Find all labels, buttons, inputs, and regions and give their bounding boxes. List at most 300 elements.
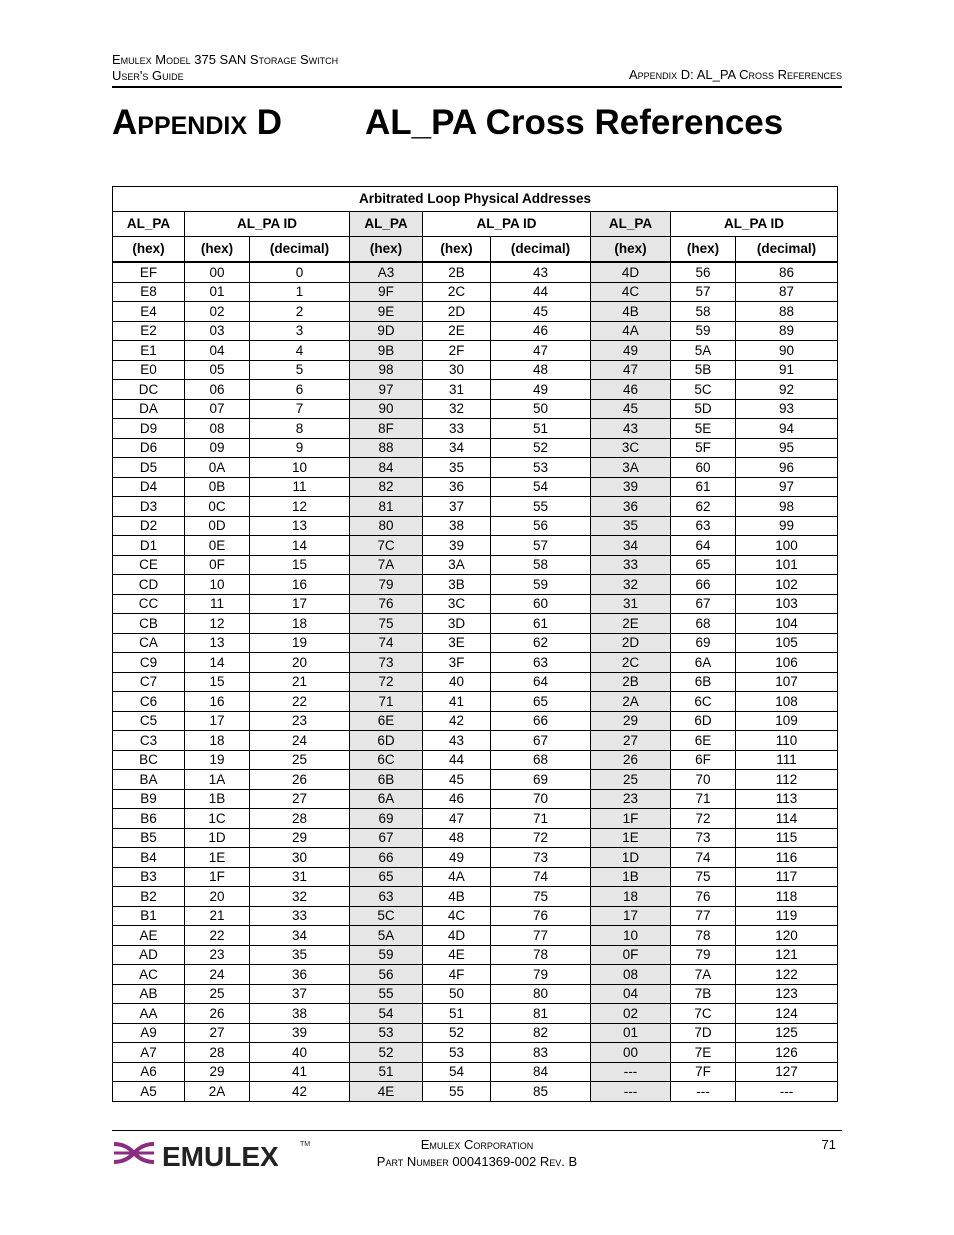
table-row: [113, 458, 838, 478]
table-row: [113, 360, 838, 380]
cell-alpa-id-hex: 0A: [185, 458, 250, 478]
header-alpa-3: AL_PA: [591, 212, 671, 237]
cell-alpa-id-hex: 41: [423, 692, 491, 712]
table-row: [113, 594, 838, 614]
cell-alpa-id-decimal: 97: [736, 477, 838, 497]
running-header-left: [112, 52, 338, 84]
cell-alpa-id-decimal: 100: [736, 536, 838, 556]
cell-alpa-id-hex: 4E: [423, 945, 491, 965]
cell-alpa-hex: 3C: [591, 438, 671, 458]
cell-alpa-hex: 72: [350, 672, 423, 692]
cell-alpa-id-decimal: 81: [491, 1004, 591, 1024]
cell-alpa-id-decimal: 71: [491, 809, 591, 829]
appendix-label: Appendix D: [112, 103, 283, 142]
cell-alpa-hex: 66: [350, 848, 423, 868]
cell-alpa-id-decimal: 4: [250, 341, 350, 361]
cell-alpa-id-decimal: 13: [250, 516, 350, 536]
cell-alpa-id-decimal: 114: [736, 809, 838, 829]
cell-alpa-hex: 4E: [350, 1082, 423, 1102]
cell-alpa-id-hex: 59: [671, 321, 736, 341]
subheader-hex: (hex): [350, 237, 423, 263]
table-row: [113, 653, 838, 673]
cell-alpa-id-decimal: 101: [736, 555, 838, 575]
cell-alpa-id-decimal: 19: [250, 633, 350, 653]
cell-alpa-hex: ---: [591, 1062, 671, 1082]
table-row: [113, 633, 838, 653]
cell-alpa-id-hex: 7B: [671, 984, 736, 1004]
cell-alpa-id-hex: 2F: [423, 341, 491, 361]
cell-alpa-hex: CD: [113, 575, 185, 595]
cell-alpa-hex: 65: [350, 867, 423, 887]
cell-alpa-hex: BA: [113, 770, 185, 790]
cell-alpa-hex: 98: [350, 360, 423, 380]
cell-alpa-id-hex: 72: [671, 809, 736, 829]
cell-alpa-id-decimal: 30: [250, 848, 350, 868]
table-header-row-1: [113, 212, 838, 237]
table-row: [113, 614, 838, 634]
cell-alpa-id-decimal: 90: [736, 341, 838, 361]
cell-alpa-id-hex: 0F: [185, 555, 250, 575]
table-row: [113, 984, 838, 1004]
cell-alpa-id-decimal: 60: [491, 594, 591, 614]
table-caption-row: [113, 187, 838, 212]
cell-alpa-id-hex: 4F: [423, 965, 491, 985]
cell-alpa-id-hex: 7C: [671, 1004, 736, 1024]
cell-alpa-hex: 75: [350, 614, 423, 634]
logo-wordmark: EMULEX: [162, 1141, 279, 1170]
cell-alpa-id-decimal: 38: [250, 1004, 350, 1024]
header-alpa-id-1: AL_PA ID: [185, 212, 350, 237]
cell-alpa-id-decimal: 107: [736, 672, 838, 692]
cell-alpa-id-hex: 71: [671, 789, 736, 809]
cell-alpa-id-hex: 05: [185, 360, 250, 380]
cell-alpa-id-hex: 5C: [671, 380, 736, 400]
cell-alpa-hex: 80: [350, 516, 423, 536]
cell-alpa-hex: 32: [591, 575, 671, 595]
table-row: [113, 419, 838, 439]
cell-alpa-id-hex: 63: [671, 516, 736, 536]
cell-alpa-id-decimal: 53: [491, 458, 591, 478]
footer-rule: [112, 1130, 842, 1131]
cell-alpa-hex: DC: [113, 380, 185, 400]
cell-alpa-hex: CB: [113, 614, 185, 634]
cell-alpa-id-hex: 07: [185, 399, 250, 419]
cell-alpa-id-hex: 36: [423, 477, 491, 497]
subheader-decimal: (decimal): [491, 237, 591, 263]
cell-alpa-id-hex: 0B: [185, 477, 250, 497]
cell-alpa-id-hex: 2A: [185, 1082, 250, 1102]
cell-alpa-hex: 26: [591, 750, 671, 770]
cell-alpa-hex: 01: [591, 1023, 671, 1043]
cell-alpa-id-hex: 7A: [671, 965, 736, 985]
cell-alpa-hex: A6: [113, 1062, 185, 1082]
cell-alpa-id-decimal: 63: [491, 653, 591, 673]
cell-alpa-id-hex: 17: [185, 711, 250, 731]
cell-alpa-id-decimal: 118: [736, 887, 838, 907]
cell-alpa-id-decimal: 115: [736, 828, 838, 848]
cell-alpa-id-hex: 6D: [671, 711, 736, 731]
cell-alpa-id-decimal: 56: [491, 516, 591, 536]
cell-alpa-id-decimal: 23: [250, 711, 350, 731]
cell-alpa-hex: 0F: [591, 945, 671, 965]
cell-alpa-hex: E0: [113, 360, 185, 380]
cell-alpa-hex: B2: [113, 887, 185, 907]
cell-alpa-hex: 8F: [350, 419, 423, 439]
cell-alpa-hex: 34: [591, 536, 671, 556]
table-row: [113, 711, 838, 731]
cell-alpa-hex: 53: [350, 1023, 423, 1043]
cell-alpa-hex: AB: [113, 984, 185, 1004]
subheader-hex: (hex): [185, 237, 250, 263]
cell-alpa-hex: D9: [113, 419, 185, 439]
table-row: [113, 380, 838, 400]
cell-alpa-hex: 55: [350, 984, 423, 1004]
cell-alpa-id-hex: 60: [671, 458, 736, 478]
cell-alpa-id-decimal: 18: [250, 614, 350, 634]
table-row: [113, 477, 838, 497]
cell-alpa-id-decimal: 24: [250, 731, 350, 751]
cell-alpa-id-decimal: 12: [250, 497, 350, 517]
cell-alpa-id-decimal: 86: [736, 262, 838, 282]
cell-alpa-id-decimal: 32: [250, 887, 350, 907]
cell-alpa-id-hex: 11: [185, 594, 250, 614]
cell-alpa-id-hex: 7D: [671, 1023, 736, 1043]
cell-alpa-id-hex: 13: [185, 633, 250, 653]
cell-alpa-hex: 3A: [591, 458, 671, 478]
cell-alpa-id-decimal: 47: [491, 341, 591, 361]
subheader-hex: (hex): [671, 237, 736, 263]
cell-alpa-hex: 54: [350, 1004, 423, 1024]
header-product-name: Emulex Model 375 SAN Storage Switch: [112, 52, 339, 67]
cell-alpa-id-decimal: 0: [250, 262, 350, 282]
cell-alpa-id-hex: 1F: [185, 867, 250, 887]
cell-alpa-hex: 56: [350, 965, 423, 985]
cell-alpa-id-hex: 5F: [671, 438, 736, 458]
cell-alpa-id-decimal: 112: [736, 770, 838, 790]
cell-alpa-id-hex: 47: [423, 809, 491, 829]
cell-alpa-id-decimal: 105: [736, 633, 838, 653]
cell-alpa-id-decimal: ---: [736, 1082, 838, 1102]
cell-alpa-hex: EF: [113, 262, 185, 282]
cell-alpa-hex: D6: [113, 438, 185, 458]
table-row: [113, 750, 838, 770]
cell-alpa-id-hex: 4B: [423, 887, 491, 907]
cell-alpa-hex: 63: [350, 887, 423, 907]
cell-alpa-id-decimal: 82: [491, 1023, 591, 1043]
table-row: [113, 809, 838, 829]
table-row: [113, 692, 838, 712]
cell-alpa-id-hex: 01: [185, 282, 250, 302]
cell-alpa-id-hex: 53: [423, 1043, 491, 1063]
cell-alpa-hex: AC: [113, 965, 185, 985]
cell-alpa-id-decimal: 9: [250, 438, 350, 458]
cell-alpa-id-hex: 5D: [671, 399, 736, 419]
cell-alpa-id-decimal: 2: [250, 302, 350, 322]
cell-alpa-id-decimal: 85: [491, 1082, 591, 1102]
cell-alpa-id-hex: 1D: [185, 828, 250, 848]
cell-alpa-hex: B6: [113, 809, 185, 829]
cell-alpa-hex: 35: [591, 516, 671, 536]
subheader-hex: (hex): [423, 237, 491, 263]
cell-alpa-hex: 6B: [350, 770, 423, 790]
cell-alpa-id-hex: 6C: [671, 692, 736, 712]
cell-alpa-hex: 6D: [350, 731, 423, 751]
cell-alpa-id-hex: 3D: [423, 614, 491, 634]
cell-alpa-hex: AA: [113, 1004, 185, 1024]
cell-alpa-id-decimal: 99: [736, 516, 838, 536]
cell-alpa-id-decimal: 95: [736, 438, 838, 458]
cell-alpa-hex: 69: [350, 809, 423, 829]
cell-alpa-id-hex: 22: [185, 926, 250, 946]
cell-alpa-id-hex: 52: [423, 1023, 491, 1043]
table-row: [113, 1062, 838, 1082]
cell-alpa-hex: 2B: [591, 672, 671, 692]
cell-alpa-id-decimal: 59: [491, 575, 591, 595]
running-header-right: Appendix D: AL_PA Cross References: [629, 67, 842, 82]
cell-alpa-hex: 59: [350, 945, 423, 965]
cell-alpa-id-hex: 73: [671, 828, 736, 848]
cell-alpa-hex: 4C: [591, 282, 671, 302]
cell-alpa-id-decimal: 111: [736, 750, 838, 770]
cell-alpa-id-decimal: 26: [250, 770, 350, 790]
cell-alpa-id-decimal: 44: [491, 282, 591, 302]
cell-alpa-hex: C6: [113, 692, 185, 712]
cell-alpa-hex: A3: [350, 262, 423, 282]
cell-alpa-hex: 10: [591, 926, 671, 946]
cell-alpa-id-decimal: 51: [491, 419, 591, 439]
header-alpa-2: AL_PA: [350, 212, 423, 237]
table-row: [113, 945, 838, 965]
cell-alpa-hex: AD: [113, 945, 185, 965]
table-row: [113, 1023, 838, 1043]
cell-alpa-id-hex: 09: [185, 438, 250, 458]
cell-alpa-id-decimal: 124: [736, 1004, 838, 1024]
cell-alpa-id-hex: 1C: [185, 809, 250, 829]
cell-alpa-hex: 1D: [591, 848, 671, 868]
cell-alpa-hex: D5: [113, 458, 185, 478]
page-title: AL_PA Cross References: [365, 103, 784, 142]
cell-alpa-id-decimal: 40: [250, 1043, 350, 1063]
cell-alpa-hex: A5: [113, 1082, 185, 1102]
cell-alpa-hex: BC: [113, 750, 185, 770]
cell-alpa-id-hex: 62: [671, 497, 736, 517]
cell-alpa-id-hex: 31: [423, 380, 491, 400]
cell-alpa-id-hex: 43: [423, 731, 491, 751]
cell-alpa-id-decimal: 66: [491, 711, 591, 731]
cell-alpa-hex: 02: [591, 1004, 671, 1024]
cell-alpa-id-decimal: 93: [736, 399, 838, 419]
cell-alpa-id-hex: 21: [185, 906, 250, 926]
cell-alpa-id-decimal: 68: [491, 750, 591, 770]
cell-alpa-id-hex: 12: [185, 614, 250, 634]
cell-alpa-id-decimal: 70: [491, 789, 591, 809]
cell-alpa-hex: D4: [113, 477, 185, 497]
cell-alpa-hex: C3: [113, 731, 185, 751]
subheader-decimal: (decimal): [250, 237, 350, 263]
cell-alpa-id-decimal: 121: [736, 945, 838, 965]
cell-alpa-id-hex: 00: [185, 262, 250, 282]
cell-alpa-hex: 7C: [350, 536, 423, 556]
cell-alpa-id-decimal: 94: [736, 419, 838, 439]
cell-alpa-hex: 33: [591, 555, 671, 575]
cell-alpa-hex: B4: [113, 848, 185, 868]
cell-alpa-id-decimal: 88: [736, 302, 838, 322]
cell-alpa-hex: C9: [113, 653, 185, 673]
cell-alpa-id-hex: 38: [423, 516, 491, 536]
cell-alpa-hex: ---: [591, 1082, 671, 1102]
cell-alpa-id-decimal: 116: [736, 848, 838, 868]
table-row: [113, 321, 838, 341]
cell-alpa-id-hex: 2B: [423, 262, 491, 282]
cell-alpa-hex: 2A: [591, 692, 671, 712]
cell-alpa-id-decimal: 49: [491, 380, 591, 400]
cell-alpa-id-hex: 39: [423, 536, 491, 556]
cell-alpa-id-hex: 32: [423, 399, 491, 419]
cell-alpa-id-decimal: 91: [736, 360, 838, 380]
cell-alpa-hex: 17: [591, 906, 671, 926]
table-row: [113, 965, 838, 985]
cell-alpa-hex: B5: [113, 828, 185, 848]
cell-alpa-id-hex: 30: [423, 360, 491, 380]
cell-alpa-id-hex: 79: [671, 945, 736, 965]
cell-alpa-hex: B1: [113, 906, 185, 926]
subheader-hex: (hex): [113, 237, 185, 263]
cell-alpa-id-decimal: 120: [736, 926, 838, 946]
cell-alpa-hex: A7: [113, 1043, 185, 1063]
cell-alpa-id-decimal: 35: [250, 945, 350, 965]
cell-alpa-id-decimal: 77: [491, 926, 591, 946]
cell-alpa-id-decimal: 10: [250, 458, 350, 478]
cell-alpa-id-hex: 3E: [423, 633, 491, 653]
cell-alpa-id-decimal: 74: [491, 867, 591, 887]
cell-alpa-hex: 67: [350, 828, 423, 848]
cell-alpa-hex: 6E: [350, 711, 423, 731]
header-guide-name: User's Guide: [112, 68, 184, 83]
cell-alpa-id-hex: 04: [185, 341, 250, 361]
cell-alpa-id-decimal: 42: [250, 1082, 350, 1102]
cell-alpa-hex: 31: [591, 594, 671, 614]
cell-alpa-hex: D1: [113, 536, 185, 556]
cell-alpa-id-decimal: 14: [250, 536, 350, 556]
cell-alpa-id-hex: 55: [423, 1082, 491, 1102]
logo-trademark: TM: [300, 1141, 311, 1148]
cell-alpa-hex: 23: [591, 789, 671, 809]
cell-alpa-hex: 43: [591, 419, 671, 439]
cell-alpa-hex: 27: [591, 731, 671, 751]
cell-alpa-id-decimal: 67: [491, 731, 591, 751]
cell-alpa-id-decimal: 1: [250, 282, 350, 302]
table-caption: Arbitrated Loop Physical Addresses: [113, 187, 838, 212]
cell-alpa-id-decimal: 28: [250, 809, 350, 829]
cell-alpa-id-hex: 2E: [423, 321, 491, 341]
cell-alpa-hex: 39: [591, 477, 671, 497]
cell-alpa-id-decimal: 16: [250, 575, 350, 595]
cell-alpa-id-decimal: 102: [736, 575, 838, 595]
cell-alpa-hex: DA: [113, 399, 185, 419]
cell-alpa-id-hex: 61: [671, 477, 736, 497]
cell-alpa-id-hex: 7F: [671, 1062, 736, 1082]
cell-alpa-hex: 45: [591, 399, 671, 419]
table-header-row-2: [113, 237, 838, 263]
cell-alpa-id-decimal: 126: [736, 1043, 838, 1063]
cell-alpa-id-hex: 76: [671, 887, 736, 907]
cell-alpa-id-decimal: 36: [250, 965, 350, 985]
cell-alpa-hex: E2: [113, 321, 185, 341]
table-row: [113, 341, 838, 361]
cell-alpa-id-hex: 40: [423, 672, 491, 692]
cell-alpa-id-decimal: 89: [736, 321, 838, 341]
cell-alpa-hex: 08: [591, 965, 671, 985]
cell-alpa-hex: 46: [591, 380, 671, 400]
table-row: [113, 867, 838, 887]
cell-alpa-id-hex: 03: [185, 321, 250, 341]
cell-alpa-id-decimal: 92: [736, 380, 838, 400]
table-row: [113, 262, 838, 282]
cell-alpa-id-hex: 66: [671, 575, 736, 595]
cell-alpa-id-hex: 69: [671, 633, 736, 653]
footer-part-number: Part Number 00041369-002 Rev. B: [376, 1154, 578, 1169]
cell-alpa-id-decimal: 110: [736, 731, 838, 751]
cell-alpa-hex: CC: [113, 594, 185, 614]
cell-alpa-id-hex: 56: [671, 262, 736, 282]
cell-alpa-id-decimal: 27: [250, 789, 350, 809]
cell-alpa-hex: 9D: [350, 321, 423, 341]
cell-alpa-hex: B3: [113, 867, 185, 887]
cell-alpa-id-hex: 18: [185, 731, 250, 751]
cell-alpa-id-decimal: 72: [491, 828, 591, 848]
cell-alpa-id-decimal: 96: [736, 458, 838, 478]
cell-alpa-hex: 9E: [350, 302, 423, 322]
cell-alpa-id-decimal: 113: [736, 789, 838, 809]
table-row: [113, 497, 838, 517]
cell-alpa-id-decimal: 46: [491, 321, 591, 341]
cell-alpa-hex: C7: [113, 672, 185, 692]
cell-alpa-id-hex: 02: [185, 302, 250, 322]
cell-alpa-id-hex: 15: [185, 672, 250, 692]
cell-alpa-hex: CA: [113, 633, 185, 653]
cell-alpa-id-hex: 33: [423, 419, 491, 439]
cell-alpa-id-hex: 0C: [185, 497, 250, 517]
cell-alpa-hex: 36: [591, 497, 671, 517]
cell-alpa-id-decimal: 69: [491, 770, 591, 790]
cell-alpa-hex: CE: [113, 555, 185, 575]
cell-alpa-id-decimal: 34: [250, 926, 350, 946]
table-row: [113, 926, 838, 946]
cell-alpa-id-hex: 44: [423, 750, 491, 770]
cell-alpa-id-hex: 5B: [671, 360, 736, 380]
cell-alpa-hex: E4: [113, 302, 185, 322]
table-row: [113, 672, 838, 692]
cell-alpa-hex: 9F: [350, 282, 423, 302]
table-row: [113, 789, 838, 809]
cell-alpa-hex: C5: [113, 711, 185, 731]
cell-alpa-id-decimal: 103: [736, 594, 838, 614]
cell-alpa-id-hex: 6A: [671, 653, 736, 673]
cell-alpa-id-decimal: 83: [491, 1043, 591, 1063]
table-row: [113, 887, 838, 907]
cell-alpa-hex: B9: [113, 789, 185, 809]
cell-alpa-id-decimal: 45: [491, 302, 591, 322]
table-row: [113, 848, 838, 868]
cell-alpa-id-hex: 45: [423, 770, 491, 790]
cell-alpa-id-hex: 10: [185, 575, 250, 595]
cell-alpa-hex: 88: [350, 438, 423, 458]
cell-alpa-id-decimal: 75: [491, 887, 591, 907]
cell-alpa-id-hex: 35: [423, 458, 491, 478]
cell-alpa-id-hex: 06: [185, 380, 250, 400]
cell-alpa-id-hex: 64: [671, 536, 736, 556]
cell-alpa-id-decimal: 33: [250, 906, 350, 926]
